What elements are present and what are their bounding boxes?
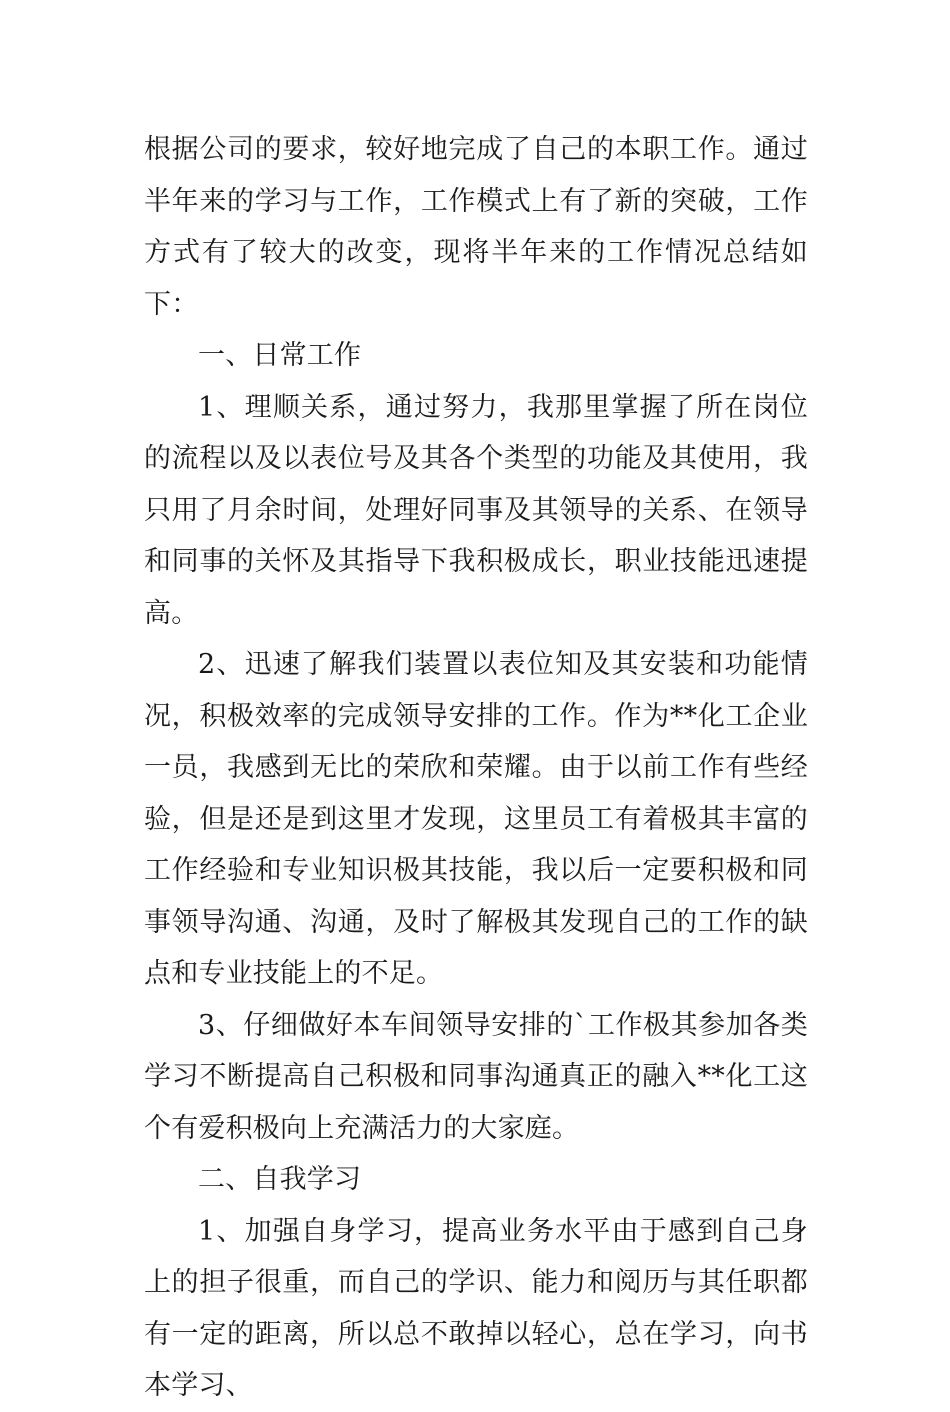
- paragraph-item-1: 1、理顺关系，通过努力，我那里掌握了所在岗位的流程以及以表位号及其各个类型的功能及其使用，我只用了月余时间，处理好同事及其领导的关系、在领导和同事的关怀及其指导下我积极成长，职业技能迅速提高。: [144, 391, 808, 629]
- document-body: [144, 124, 808, 1412]
- paragraph-item-2: 2、迅速了解我们装置以表位知及其安装和功能情况，积极效率的完成领导安排的工作。作为**化工企业一员，我感到无比的荣欣和荣耀。由于以前工作有些经验，但是还是到这里才发现，这里员工有着极其丰富的工作经验和专业知识极其技能，我以后一定要积极和同事领导沟通、沟通，及时了解极其发现自己的工作的缺点和专业技能上的不足。: [144, 649, 808, 989]
- paragraph-item-3: 3、仔细做好本车间领导安排的`工作极其参加各类学习不断提高自己积极和同事沟通真正的融入**化工这个有爱积极向上充满活力的大家庭。: [144, 1009, 808, 1144]
- paragraph-study-item-1: 1、加强自身学习，提高业务水平由于感到自己身上的担子很重，而自己的学识、能力和阅历与其任职都有一定的距离，所以总不敢掉以轻心，总在学习，向书本学习、: [144, 1215, 808, 1401]
- paragraph-intro: 根据公司的要求，较好地完成了自己的本职工作。通过半年来的学习与工作，工作模式上有了新的突破，工作方式有了较大的改变，现将半年来的工作情况总结如下：: [144, 134, 808, 320]
- section-heading-self-study: 二、自我学习: [198, 1164, 362, 1195]
- section-heading-daily-work: 一、日常工作: [198, 340, 362, 371]
